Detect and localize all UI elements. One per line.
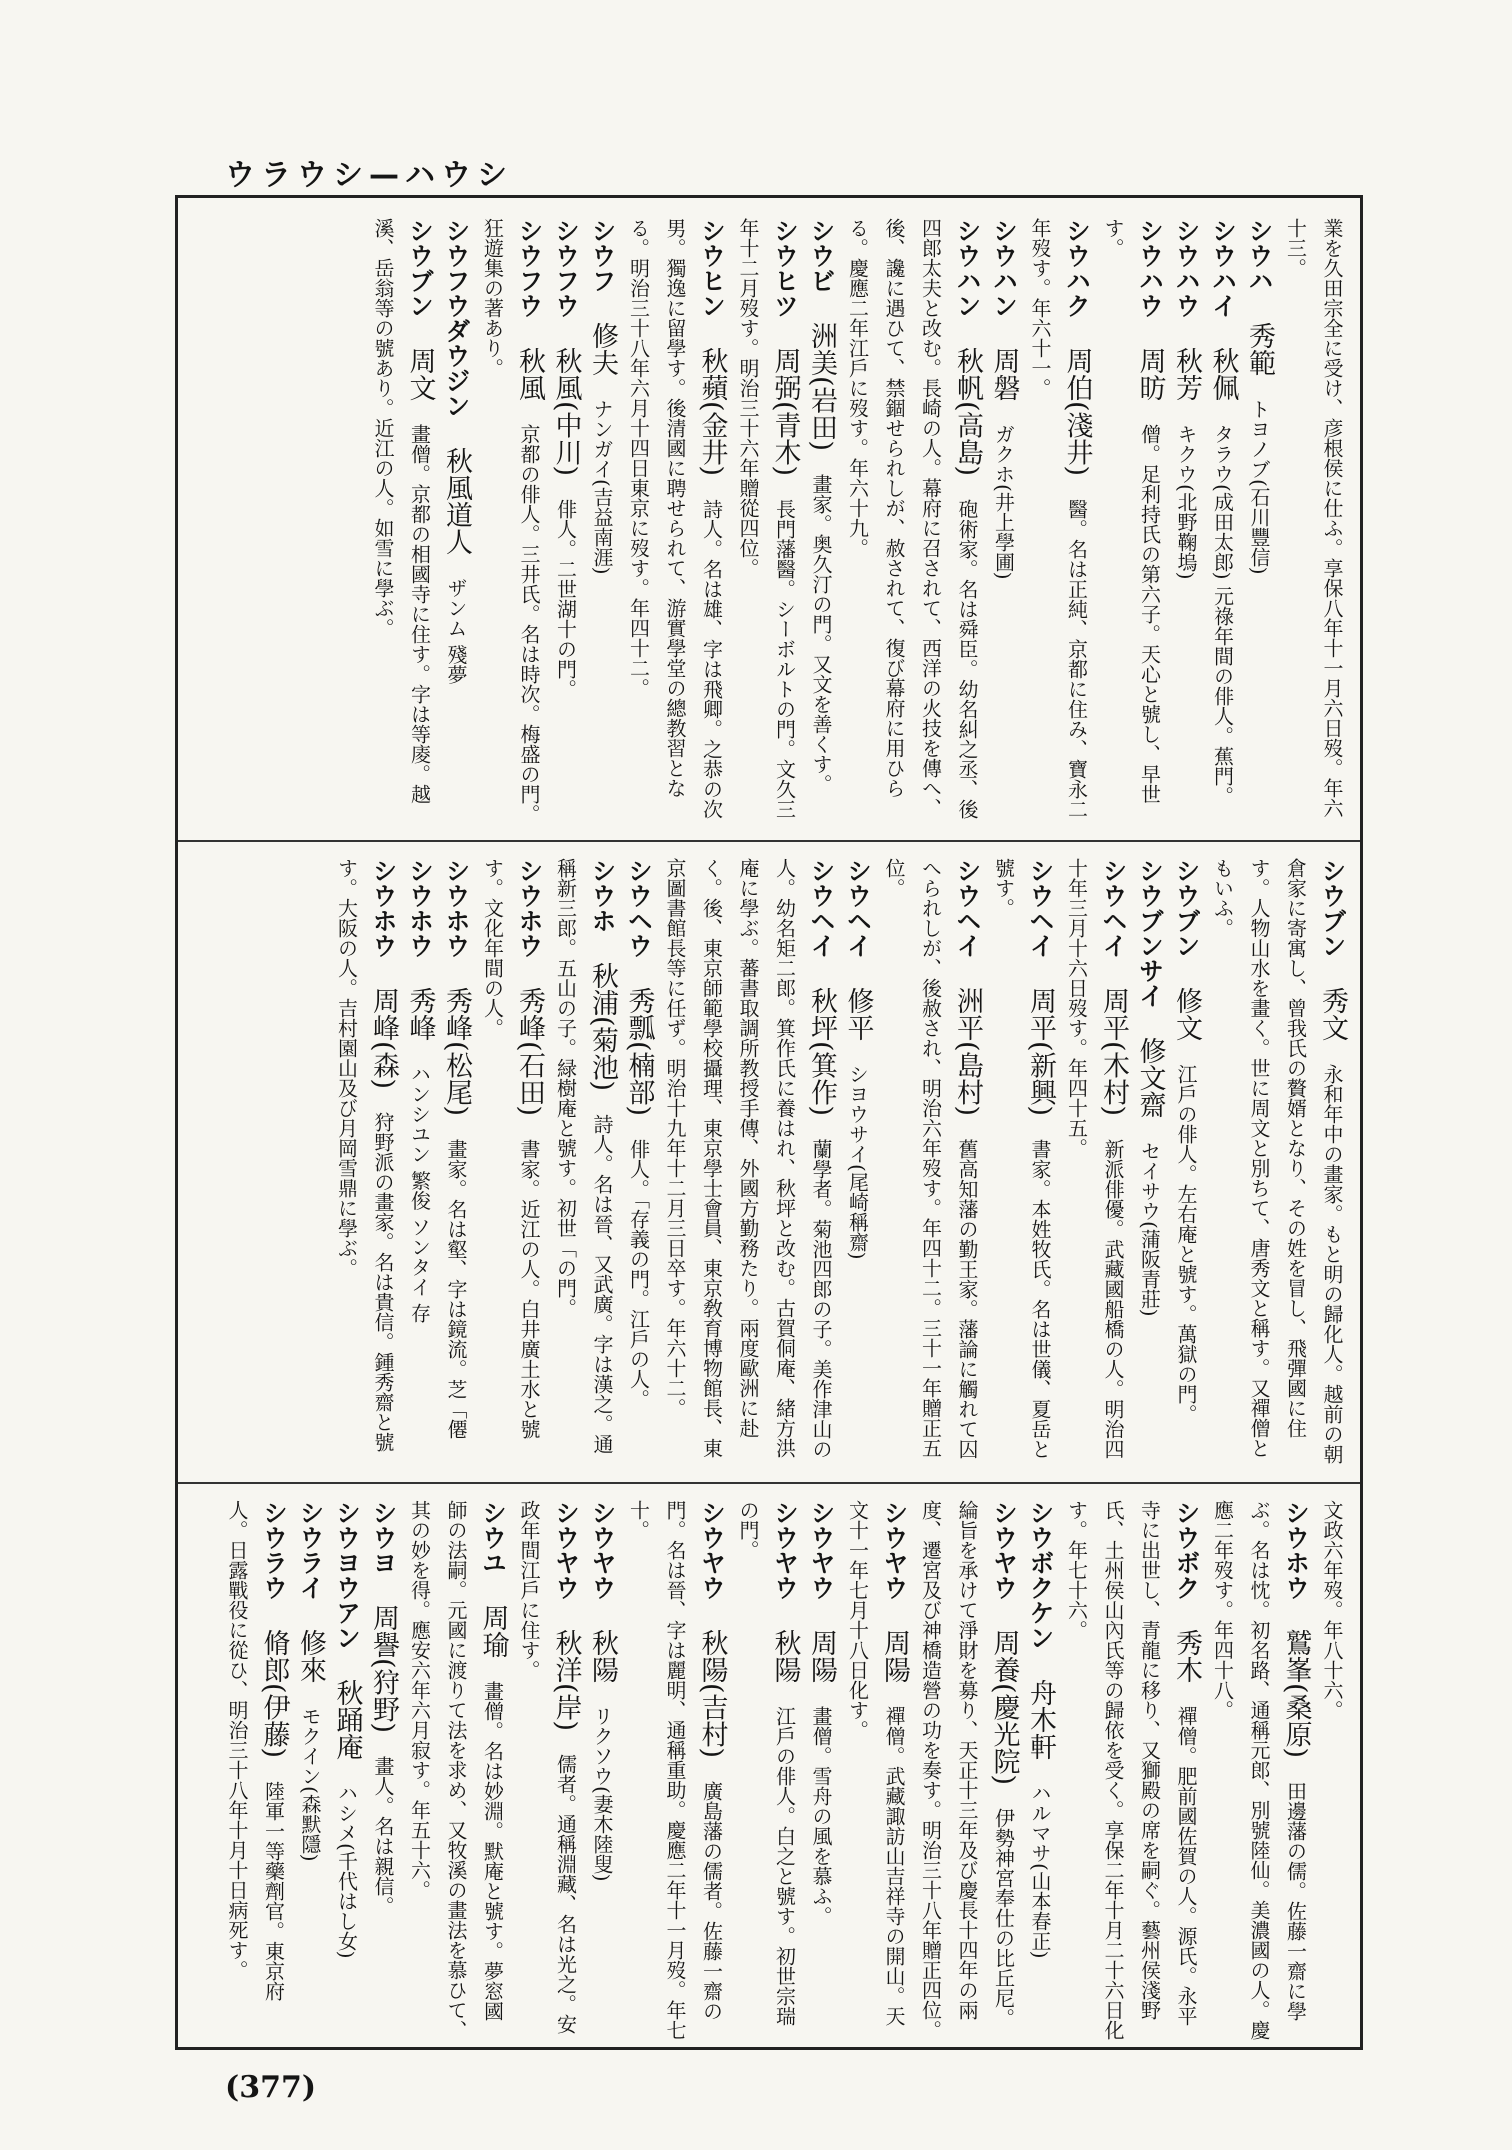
entry-headword: 修文齋 bbox=[1134, 1037, 1166, 1118]
dictionary-entry bbox=[1058, 858, 1131, 1470]
entry-headword: 秀峰(松尾) bbox=[441, 987, 472, 1117]
entry-headword: 秋陽 bbox=[587, 1629, 618, 1683]
dictionary-entry bbox=[1095, 218, 1168, 830]
entry-headword: 秀峰 bbox=[404, 987, 436, 1041]
entry-headword: 秋風(中川) bbox=[550, 347, 582, 477]
entry-reading: シウヘイ bbox=[807, 858, 836, 958]
entry-headword: 周陽 bbox=[806, 1629, 837, 1683]
dictionary-entry bbox=[584, 218, 621, 830]
dictionary-entry bbox=[328, 858, 401, 1470]
entry-reading: シウボク bbox=[1172, 1500, 1201, 1600]
entry-headword: 秋陽(吉村) bbox=[696, 1629, 728, 1759]
entry-description: ガクホ(井上學圃) bbox=[991, 424, 1016, 580]
entry-headword: 修夫 bbox=[587, 322, 618, 376]
entry-headword: 秀峰(石田) bbox=[514, 987, 545, 1117]
dictionary-entry bbox=[1204, 218, 1241, 830]
entry-description: 舊高知藩の勤王家。藩論に觸れて囚へられしが、後赦され、明治六年歿す。年四十二。三十一年贈正五位。 bbox=[882, 858, 979, 1460]
entry-reading: シウブンサイ bbox=[1135, 858, 1165, 1008]
entry-description: 江戶の俳人。左右庵と號す。萬獄の門。 bbox=[1174, 1064, 1198, 1424]
dictionary-entry bbox=[401, 858, 438, 1470]
entry-headword: 周譽(狩野) bbox=[368, 1604, 399, 1734]
entry-reading: シウヘイ bbox=[843, 858, 873, 958]
entry-headword: 修來 bbox=[295, 1629, 326, 1683]
dictionary-entry bbox=[401, 1500, 511, 2040]
dictionary-entry bbox=[1168, 218, 1205, 830]
dictionary-entry bbox=[365, 218, 438, 830]
entry-block-top bbox=[188, 218, 1350, 830]
entry-reading: シウハイ bbox=[1208, 218, 1238, 318]
entry-headword: 秋風 bbox=[514, 347, 545, 401]
page-number: (377) bbox=[225, 2070, 317, 2105]
entry-headword: 周平(木村) bbox=[1098, 987, 1129, 1117]
entry-headword: 舟木軒 bbox=[1025, 1679, 1056, 1760]
entry-description: ハンシユン 繁俊 ソンタイ 存 bbox=[407, 1064, 432, 1324]
dictionary-entry bbox=[474, 858, 547, 1470]
entry-reading: シウハン bbox=[989, 218, 1019, 318]
entry-description: 詩人。名は晉、又武廣。字は漢之。通稱新三郎。五山の子。緑樹庵と號す。初世「の門。 bbox=[553, 858, 614, 1455]
dictionary-entry bbox=[1277, 218, 1350, 830]
entry-reading: シウハン bbox=[953, 218, 982, 318]
dictionary-entry bbox=[657, 858, 840, 1470]
entry-reading: シウハ bbox=[1245, 218, 1274, 293]
dictionary-entry bbox=[438, 858, 475, 1470]
dictionary-entry bbox=[1131, 858, 1168, 1470]
dictionary-entry bbox=[1204, 858, 1350, 1470]
dictionary-entry bbox=[1168, 858, 1205, 1470]
entry-headword: 周瑜 bbox=[477, 1604, 509, 1658]
entry-headword: 鷲峯(桑原) bbox=[1280, 1629, 1312, 1759]
entry-reading: シウヤウ bbox=[807, 1500, 836, 1600]
entry-reading: シウホウ bbox=[515, 858, 544, 958]
entry-reading: シウヨ bbox=[369, 1500, 398, 1575]
entry-reading: シウヘイ bbox=[1026, 858, 1055, 958]
dictionary-entry bbox=[620, 218, 730, 830]
entry-reading: シウビ bbox=[807, 218, 836, 293]
entry-reading: シウヤウ bbox=[880, 1500, 909, 1600]
entry-headword: 周陽 bbox=[879, 1629, 910, 1683]
entry-headword: 周峰(森) bbox=[368, 987, 399, 1090]
entry-description: リクソウ(妻木陸叟) bbox=[590, 1706, 614, 1882]
dictionary-entry bbox=[912, 1500, 1022, 2040]
entry-reading: シウヒン bbox=[697, 218, 727, 318]
entry-description: 書家。近江の人。白井廣土水と號す。文化年間の人。 bbox=[480, 858, 541, 1440]
entry-block-middle bbox=[188, 858, 1350, 1470]
entry-description: 詩人。名は雄、字は飛卿。之恭の次男。獨逸に留學す。後清國に聘せられて、游實學堂の總教習となる。明治三十八年六月十四日東京に歿す。年四十二。 bbox=[626, 218, 724, 820]
dictionary-entry bbox=[474, 218, 547, 830]
entry-description: ナンガイ(吉益南涯) bbox=[590, 399, 614, 575]
entry-reading: シウヘイ bbox=[1099, 858, 1128, 958]
entry-description: 新派俳優。武藏國船橋の人。明治四十年三月十六日歿す。年四十五。 bbox=[1064, 858, 1125, 1460]
entry-reading: シウホウ bbox=[369, 858, 398, 958]
entry-headword: 秋洋(岸) bbox=[550, 1629, 582, 1732]
entry-description: シヨウサイ(尾崎稱齋) bbox=[845, 1064, 870, 1260]
entry-description: 畫家。奥久汀の門。又文を善くす。 bbox=[809, 474, 833, 795]
entry-headword: 洲美(岩田) bbox=[806, 322, 837, 452]
entry-description: 長門藩醫。シーボルトの門。文久三年十二月歿す。明治三十六年贈從四位。 bbox=[736, 218, 797, 820]
entry-description: タラウ(成田太郎) 元祿年間の俳人。蕉門。 bbox=[1210, 424, 1235, 806]
entry-description: 醫。名は正純、京都に住み、寶永二年歿す。年六十一。 bbox=[1028, 218, 1089, 820]
section-divider bbox=[178, 840, 1360, 842]
dictionary-entry bbox=[292, 1500, 329, 2040]
entry-reading: シウユ bbox=[478, 1500, 508, 1575]
entry-headword: 秋浦(菊池) bbox=[587, 962, 618, 1092]
entry-description: 畫僧。名は妙淵。默庵と號す。夢窓國師の法嗣。元國に渡りて法を求め、又牧溪の畫法を慕ひて、其の妙を得。應安六年六月寂す。年五十六。 bbox=[407, 1500, 505, 2040]
dictionary-entry bbox=[839, 858, 876, 1470]
entry-headword: 修平 bbox=[842, 987, 874, 1041]
entry-reading: シウホウ bbox=[1281, 1500, 1311, 1600]
entry-description: キクウ(北野鞠塢) bbox=[1174, 424, 1198, 580]
dictionary-entry bbox=[876, 858, 986, 1470]
entry-description: 畫僧。京都の相國寺に住す。字は等庱。越溪、岳翁等の號あり。近江の人。如雪に學ぶ。 bbox=[371, 218, 432, 804]
entry-reading: シウフウ bbox=[551, 218, 581, 318]
entry-description: 廣島藩の儒者。佐藤一齋の門。名は晉、字は麗明、通稱重助。慶應二年十一月歿。年七十。 bbox=[626, 1500, 724, 2040]
dictionary-entry bbox=[1241, 218, 1278, 830]
section-divider bbox=[178, 1482, 1360, 1484]
entry-description: 俳人。二世湖十の門。 bbox=[553, 499, 578, 700]
entry-headword: 秋佩 bbox=[1207, 347, 1239, 401]
entry-description: 文政六年歿。年八十六。 bbox=[1320, 1500, 1344, 1720]
entry-headword: 修文 bbox=[1171, 987, 1202, 1041]
dictionary-entry bbox=[219, 1500, 292, 2040]
entry-reading: シウハク bbox=[1062, 218, 1092, 318]
dictionary-entry bbox=[803, 1500, 840, 2040]
entry-reading: シウホウ bbox=[442, 858, 471, 958]
entry-description: 伊勢神宮奉仕の比丘尼。綸旨を承けて淨財を募り、天正十三年及び慶長十四年の兩度、遷宮及び神橋造營の功を奏す。明治三十八年贈正四位。 bbox=[918, 1500, 1016, 2040]
dictionary-entry bbox=[328, 1500, 365, 2040]
entry-headword: 脩郎(伊藤) bbox=[258, 1629, 290, 1759]
entry-reading: シウヤウ bbox=[588, 1500, 617, 1600]
entry-headword: 秋芳 bbox=[1171, 347, 1202, 401]
entry-description: 儒者。通稱淵藏、名は光之。安政年間江戶に住す。 bbox=[517, 1500, 578, 2035]
entry-reading: シウライ bbox=[296, 1500, 325, 1600]
entry-description: 田邊藩の儒。佐藤一齋に學ぶ。名は忱。初名路、通稱元郎、別號陸仙。美濃國の人。慶應二年歿す。年四十八。 bbox=[1210, 1500, 1308, 2040]
dictionary-entry bbox=[1058, 1500, 1204, 2040]
entry-description: 禪僧。肥前國佐賀の人。源氏。永平寺に出世し、青龍に移り、又獅殿の席を嗣ぐ。藝州侯淺野氏、土州侯山內氏等の歸依を受く。享保二年十月二十六日化す。年七十六。 bbox=[1064, 1500, 1198, 2040]
entry-reading: シウボクケン bbox=[1026, 1500, 1055, 1650]
entry-headword: 秋陽 bbox=[769, 1629, 801, 1683]
dictionary-entry bbox=[365, 1500, 402, 2040]
dictionary-frame bbox=[175, 195, 1363, 2050]
dictionary-entry bbox=[438, 218, 475, 830]
entry-headword: 周磐 bbox=[988, 347, 1020, 401]
dictionary-entry bbox=[803, 218, 840, 830]
entry-description: ザンム 殘夢 bbox=[444, 578, 468, 685]
dictionary-entry bbox=[985, 218, 1022, 830]
entry-headword: 秋坪(箕作) bbox=[806, 987, 837, 1117]
running-head: ウラウシ—ハウシ bbox=[225, 158, 513, 193]
entry-headword: 秋踊庵 bbox=[331, 1679, 363, 1760]
dictionary-entry bbox=[584, 1500, 621, 2040]
entry-description: 書家。本姓牧氏。名は世儀、夏岳と號す。 bbox=[991, 858, 1052, 1460]
entry-headword: 秋風道人 bbox=[441, 447, 472, 555]
entry-headword: 洲平(島村) bbox=[952, 987, 983, 1117]
entry-description: モクイン(森默隱) bbox=[298, 1706, 322, 1862]
dictionary-entry bbox=[1022, 218, 1095, 830]
entry-reading: シウフウ bbox=[515, 218, 544, 318]
entry-description: 畫家。名は壑、字は鏡流。芝「僊 bbox=[444, 1139, 468, 1440]
dictionary-entry bbox=[839, 1500, 912, 2040]
dictionary-entry bbox=[839, 218, 985, 830]
entry-reading: シウヒツ bbox=[770, 218, 800, 318]
entry-headword: 秀範 bbox=[1244, 322, 1275, 376]
entry-reading: シウハウ bbox=[1172, 218, 1201, 318]
entry-headword: 周平(新興) bbox=[1025, 987, 1056, 1117]
entry-description: トヨノブ(石川豐信) bbox=[1247, 399, 1271, 575]
dictionary-entry bbox=[1022, 1500, 1059, 2040]
entry-headword: 周養(慶光院) bbox=[988, 1629, 1020, 1786]
entry-reading: シウブン bbox=[405, 218, 435, 318]
entry-description: セイサウ(蒲阪青莊) bbox=[1137, 1141, 1162, 1317]
entry-reading: シウヨウアン bbox=[332, 1500, 362, 1650]
entry-description: 畫僧。雪舟の風を慕ふ。 bbox=[809, 1706, 833, 1926]
entry-reading: シウヤウ bbox=[697, 1500, 727, 1600]
entry-description: 業を久田宗全に受け、彦根侯に仕ふ。享保八年十一月六日歿。年六十三。 bbox=[1283, 218, 1344, 818]
entry-description: 俳人。「存義の門。江戶の人。 bbox=[626, 1139, 651, 1410]
entry-description: 禪僧。武藏諏訪山吉祥寺の開山。天文十一年七月十八日化す。 bbox=[845, 1500, 906, 2026]
entry-reading: シウブン bbox=[1318, 858, 1347, 958]
dictionary-entry bbox=[1314, 1500, 1351, 2040]
entry-description: 狩野派の畫家。名は貴信。鍾秀齋と號す。大阪の人。吉村園山及び月岡雪鼎に學ぶ。 bbox=[334, 858, 395, 1453]
entry-description: 永和年中の畫家。もと明の歸化人。越前の朝倉家に寄寓し、曾我氏の贅婿となり、その姓を冒し、飛彈國に住す。人物山水を畫く。世に周文と別ちて、唐秀文と稱す。又禪僧ともいふ。 bbox=[1210, 858, 1344, 1464]
entry-description: 蘭學者。菊池四郎の子。美作津山の人。幼名矩二郎。箕作氏に養はれ、秋坪と改む。古賀侗庵、緒方洪庵に學ぶ。蕃書取調所教授手傳、外國方勤務たり。兩度歐洲に赴く。後、東京師範學校攝理、東京學士會員、東京敎育博物館長、東京圖書館長等に任ず。明治十九年十二月三日卒す。年六十二。 bbox=[663, 858, 833, 1460]
entry-reading: シウヘウ bbox=[624, 858, 654, 958]
entry-reading: シウホ bbox=[588, 858, 617, 933]
entry-description: ハシメ(千代はし女) bbox=[334, 1783, 359, 1959]
entry-description: 陸軍一等藥劑官。東京府人。日露戰役に從ひ、明治三十八年十月十日病死す。 bbox=[225, 1500, 286, 2002]
entry-block-bottom bbox=[188, 1500, 1350, 2040]
dictionary-entry bbox=[985, 858, 1058, 1470]
entry-reading: シウヘイ bbox=[953, 858, 982, 958]
dictionary-entry bbox=[511, 1500, 584, 2040]
entry-headword: 周伯(淺井) bbox=[1061, 347, 1093, 477]
dictionary-entry bbox=[620, 858, 657, 1470]
entry-reading: シウフ bbox=[588, 218, 617, 293]
entry-description: 僧。足利持氏の第六子。天心と號し、早世す。 bbox=[1101, 218, 1162, 804]
dictionary-entry bbox=[1204, 1500, 1314, 2040]
entry-reading: シウホウ bbox=[405, 858, 435, 958]
entry-headword: 周弼(青木) bbox=[769, 347, 801, 477]
entry-reading: シウフウダウジン bbox=[442, 218, 471, 418]
entry-reading: シウヤウ bbox=[551, 1500, 581, 1600]
entry-headword: 周文 bbox=[404, 347, 436, 401]
dictionary-entry bbox=[730, 218, 803, 830]
entry-description: 江戶の俳人。白之と號す。初世宗瑞の門。 bbox=[736, 1500, 797, 2026]
entry-headword: 周昉 bbox=[1134, 347, 1166, 401]
entry-description: 京都の俳人。三井氏。名は時次。梅盛の門。狂遊集の著あり。 bbox=[480, 218, 541, 824]
entry-reading: シウハウ bbox=[1135, 218, 1165, 318]
dictionary-entry bbox=[730, 1500, 803, 2040]
entry-reading: シウラウ bbox=[259, 1500, 289, 1600]
entry-reading: シウヤウ bbox=[989, 1500, 1019, 1600]
entry-reading: シウブン bbox=[1172, 858, 1201, 958]
entry-description: 畫人。名は親信。 bbox=[371, 1756, 395, 1917]
entry-headword: 秀瓢(楠部) bbox=[623, 987, 655, 1117]
entry-description: ハルマサ(山本春正) bbox=[1028, 1783, 1052, 1959]
entry-headword: 秋蘋(金井) bbox=[696, 347, 728, 477]
dictionary-entry bbox=[620, 1500, 730, 2040]
dictionary-entry bbox=[547, 858, 620, 1470]
dictionary-entry bbox=[547, 218, 584, 830]
entry-reading: シウヤウ bbox=[770, 1500, 800, 1600]
entry-headword: 秀木 bbox=[1171, 1629, 1202, 1683]
entry-headword: 秀文 bbox=[1317, 987, 1348, 1041]
entry-headword: 秋帆(高島) bbox=[952, 347, 983, 477]
entry-description: 砲術家。名は舜臣。幼名糾之丞、後四郎太夫と改む。長崎の人。幕府に召されて、西洋の火技を傳へ、後、讒に遇ひて、禁錮せられしが、赦されて、復び幕府に用ひらる。慶應二年江戶に歿す。年六十九。 bbox=[845, 218, 979, 820]
